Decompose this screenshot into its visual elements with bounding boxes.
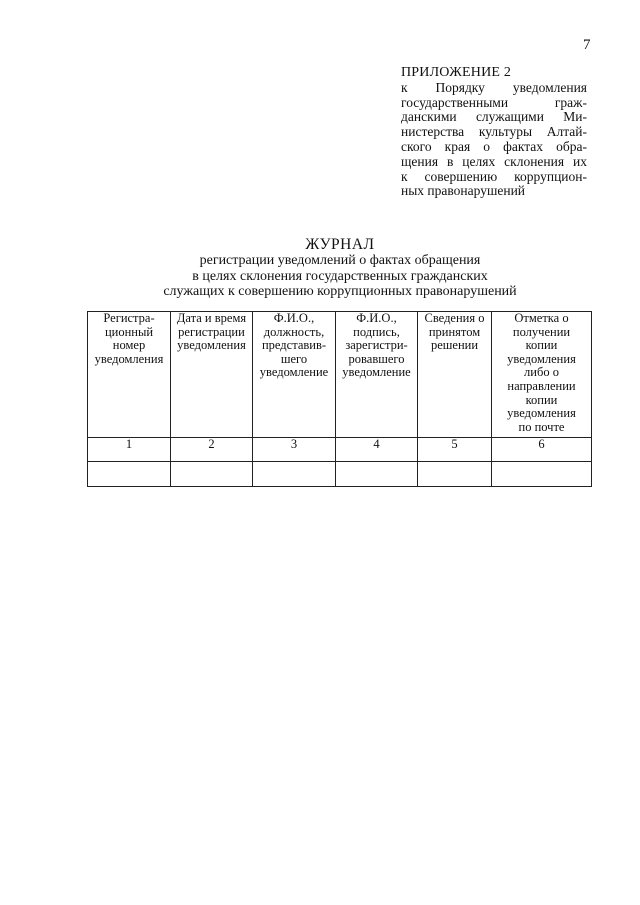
journal-subtitle-line: регистрации уведомлений о фактах обращения xyxy=(199,253,481,268)
table-cell xyxy=(253,462,336,487)
table-cell xyxy=(336,462,418,487)
column-number: 4 xyxy=(336,438,418,462)
column-number: 2 xyxy=(171,438,253,462)
appendix-line: государственными граж- xyxy=(401,94,587,110)
journal-subtitle-line: в целях склонения государственных гражданских xyxy=(192,268,488,284)
appendix-line: к совершению коррупцион- xyxy=(401,168,587,184)
appendix-line: нистерства культуры Алтай- xyxy=(401,124,587,140)
appendix-block xyxy=(401,66,587,199)
header-registration-number: Регистра- ционный номер уведомления xyxy=(88,312,171,438)
table-header-row xyxy=(88,312,592,438)
column-number: 3 xyxy=(253,438,336,462)
header-registrar: Ф.И.О., подпись, зарегистри- ровавшего уведомление xyxy=(336,312,418,438)
journal-title: ЖУРНАЛ xyxy=(305,236,375,253)
page-number: 7 xyxy=(583,37,591,53)
appendix-line: к Порядку уведомления xyxy=(401,79,587,95)
journal-heading-block xyxy=(120,236,560,300)
table-cell xyxy=(418,462,492,487)
table-row xyxy=(88,462,592,487)
header-copy-mark: Отметка о получении копии уведомления либо о направлении копии уведомления по почте xyxy=(492,312,592,438)
column-number: 6 xyxy=(492,438,592,462)
table-cell xyxy=(171,462,253,487)
column-number: 1 xyxy=(88,438,171,462)
appendix-line: данскими служащими Ми- xyxy=(401,109,587,125)
journal-subtitle-line: служащих к совершению коррупционных правонарушений xyxy=(163,284,517,299)
appendix-line: ского края о фактах обра- xyxy=(401,138,587,154)
appendix-heading: ПРИЛОЖЕНИЕ 2 xyxy=(401,65,512,80)
appendix-line: ных правонарушений xyxy=(401,183,526,199)
header-decision: Сведения о принятом решении xyxy=(418,312,492,438)
column-number: 5 xyxy=(418,438,492,462)
table-cell xyxy=(88,462,171,487)
register-table xyxy=(87,311,592,487)
table-cell xyxy=(492,462,592,487)
column-number-row xyxy=(88,438,592,462)
appendix-line: щения в целях склонения их xyxy=(401,153,587,169)
header-registration-date: Дата и время регистрации уведомления xyxy=(171,312,253,438)
header-submitter: Ф.И.О., должность, представив- шего уведомление xyxy=(253,312,336,438)
